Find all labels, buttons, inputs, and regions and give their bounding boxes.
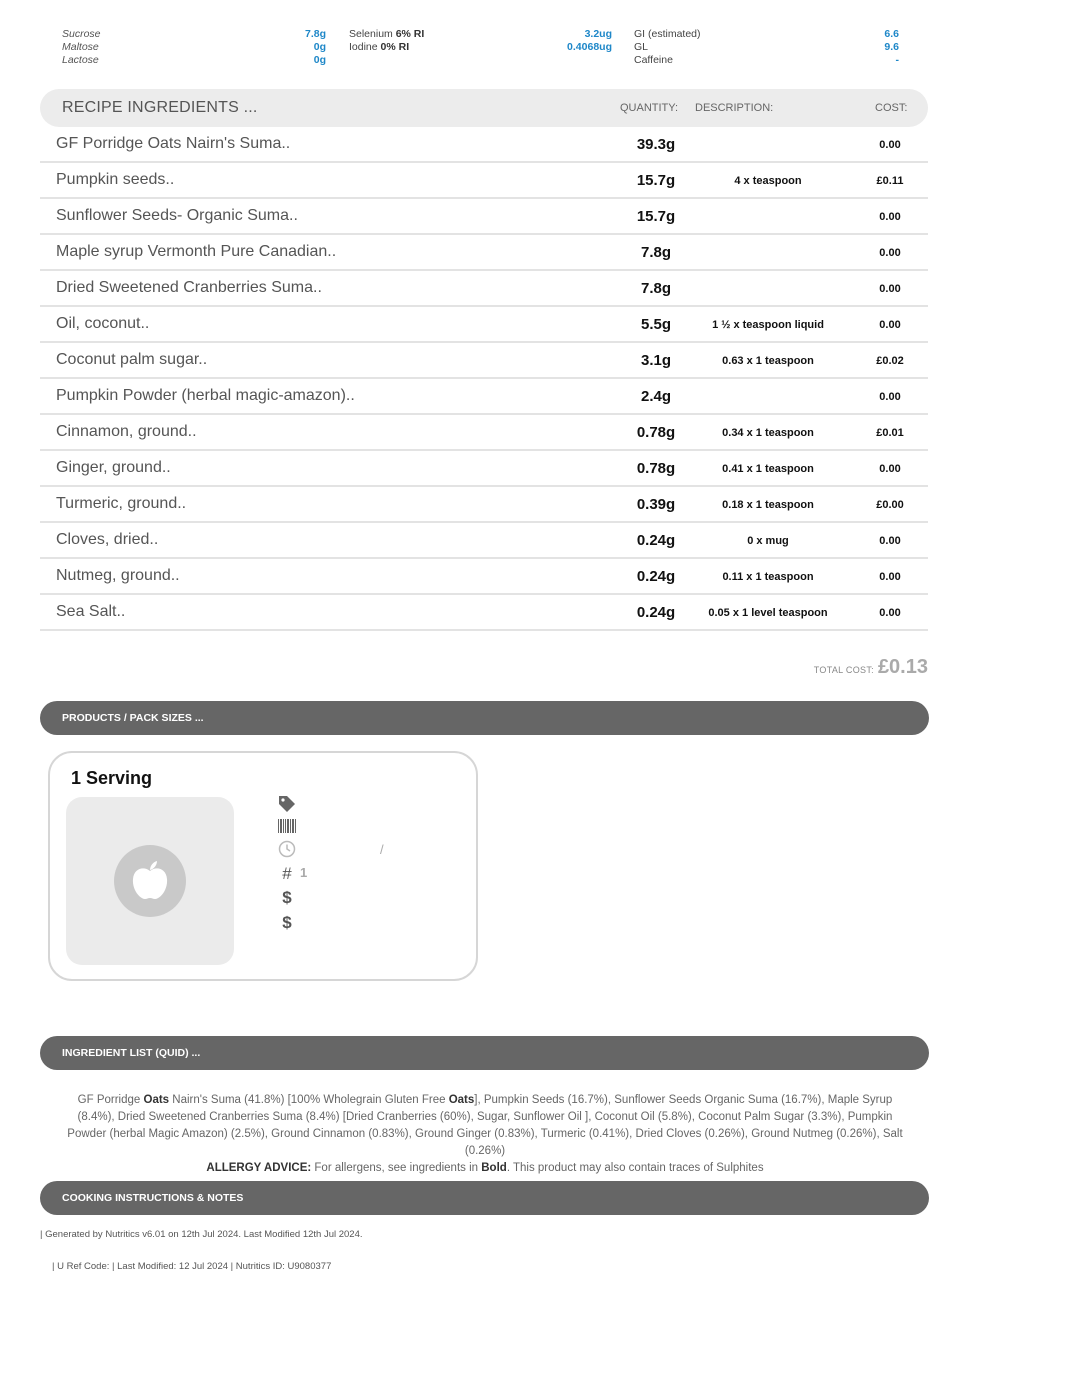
- ingredient-name: Dried Sweetened Cranberries Suma..: [56, 279, 322, 296]
- ingredient-row: [40, 199, 928, 235]
- ingredient-row: [40, 271, 928, 307]
- ingredient-name: Nutmeg, ground..: [56, 567, 180, 584]
- ingredient-name: Coconut palm sugar..: [56, 351, 208, 368]
- ingredient-description: 0.63 x 1 teaspoon: [722, 355, 814, 367]
- ingredient-description: 0.41 x 1 teaspoon: [722, 463, 814, 475]
- nutrient-ri: 6% RI: [395, 28, 425, 40]
- nutrient-label: GL: [634, 41, 649, 53]
- products-section-title: PRODUCTS / PACK SIZES ...: [62, 712, 204, 724]
- ingredient-row: [40, 127, 928, 163]
- nutrient-column-sugars: [62, 28, 326, 67]
- nutrient-value: 6.6: [884, 28, 899, 40]
- generated-footer: | Generated by Nutritics v6.01 on 12th Jul 2024. Last Modified 12th Jul 2024.: [40, 1229, 363, 1240]
- shelf-life-separator: /: [380, 842, 384, 857]
- quid-text: Nairn's Suma (41.8%) [100% Wholegrain Gluten Free: [169, 1094, 449, 1106]
- nutrient-label: Lactose: [62, 54, 99, 66]
- barcode-icon: [276, 818, 298, 836]
- products-section-header: [40, 701, 929, 735]
- ingredient-cost: £0.02: [876, 355, 904, 367]
- ingredient-description: 1 ½ x teaspoon liquid: [712, 319, 824, 331]
- reference-footer: | U Ref Code: | Last Modified: 12 Jul 2024 | Nutritics ID: U9080377: [52, 1261, 332, 1272]
- ingredient-quantity: 0.78g: [636, 460, 676, 477]
- cooking-section-title: COOKING INSTRUCTIONS & NOTES: [62, 1192, 244, 1204]
- nutrient-value: 3.2ug: [584, 28, 612, 40]
- ingredient-row: [40, 235, 928, 271]
- allergy-text: For allergens, see ingredients in: [311, 1162, 482, 1174]
- nutrient-value: 7.8g: [304, 28, 326, 40]
- ingredient-cost: 0.00: [879, 211, 901, 223]
- ingredient-quantity: 0.24g: [636, 604, 676, 621]
- nutrient-label: Sucrose: [62, 28, 101, 40]
- nutrient-label: Maltose: [62, 41, 99, 53]
- ingredient-quantity: 2.4g: [640, 388, 671, 405]
- ingredient-description: 0 x mug: [747, 535, 789, 547]
- ingredient-name: GF Porridge Oats Nairn's Suma..: [56, 135, 291, 152]
- ingredient-name: Ginger, ground..: [56, 459, 171, 476]
- ingredient-row: [40, 451, 928, 487]
- ingredient-name: Turmeric, ground..: [56, 495, 187, 512]
- recipe-ingredients-title: RECIPE INGREDIENTS ...: [62, 99, 258, 116]
- nutrient-label: Caffeine: [634, 54, 673, 66]
- allergen-word: Oats: [448, 1094, 475, 1106]
- nutrient-label: GI (estimated): [634, 28, 701, 40]
- pack-size-title: 1 Serving: [71, 768, 153, 788]
- recipe-ingredients-header: [40, 89, 928, 127]
- nutrient-value: 9.6: [884, 41, 899, 53]
- ingredient-name: Pumpkin Powder (herbal magic-amazon)..: [56, 387, 355, 404]
- ingredient-row: [40, 307, 928, 343]
- quantity-column-header: QUANTITY:: [620, 102, 679, 114]
- ingredient-cost: 0.00: [879, 607, 901, 619]
- quid-section-header: [40, 1036, 929, 1070]
- allergy-text: . This product may also contain traces of Sulphites: [506, 1162, 764, 1174]
- ingredient-row: [40, 415, 928, 451]
- ingredient-quantity: 7.8g: [640, 244, 671, 261]
- nutrient-label: [349, 28, 424, 41]
- cost-column-header: COST:: [875, 102, 908, 114]
- allergy-bold-word: Bold: [481, 1162, 507, 1174]
- nutrient-name: Selenium: [349, 28, 393, 40]
- ingredient-description: 0.11 x 1 teaspoon: [722, 571, 814, 583]
- nutrient-value: -: [895, 54, 899, 66]
- ingredient-quantity: 3.1g: [640, 352, 671, 369]
- quid-section-title: INGREDIENT LIST (QUID) ...: [62, 1047, 201, 1059]
- ingredient-description: 4 x teaspoon: [734, 175, 802, 187]
- ingredient-cost: 0.00: [879, 535, 901, 547]
- nutrient-name: Iodine: [349, 41, 378, 53]
- pack-count: 1: [300, 865, 308, 880]
- allergy-advice-label: ALLERGY ADVICE:: [206, 1162, 312, 1174]
- nutrient-column-minerals: [349, 28, 612, 54]
- ingredient-name: Maple syrup Vermonth Pure Canadian..: [56, 243, 337, 260]
- ingredient-quantity: 0.39g: [636, 496, 676, 513]
- total-cost-value: £0.13: [877, 656, 928, 678]
- ingredient-row: [40, 163, 928, 199]
- ingredient-table: [40, 127, 928, 631]
- ingredient-quantity: 39.3g: [636, 136, 676, 153]
- ingredient-cost: 0.00: [879, 247, 901, 259]
- ingredient-row: [40, 523, 928, 559]
- allergy-advice: [60, 1160, 910, 1177]
- quid-declaration: [60, 1092, 910, 1160]
- total-cost-label: TOTAL COST:: [813, 665, 874, 675]
- ingredient-cost: 0.00: [879, 319, 901, 331]
- ingredient-name: Cloves, dried..: [56, 531, 159, 548]
- ingredient-quantity: 15.7g: [636, 208, 676, 225]
- ingredient-name: Sunflower Seeds- Organic Suma..: [56, 207, 298, 224]
- allergen-word: Oats: [143, 1094, 170, 1106]
- ingredient-quantity: 5.5g: [640, 316, 671, 333]
- tag-icon: [276, 794, 298, 812]
- nutrient-ri: 0% RI: [380, 41, 410, 53]
- ingredient-quantity: 15.7g: [636, 172, 676, 189]
- pack-size-card[interactable]: [48, 751, 478, 981]
- ingredient-cost: £0.00: [876, 499, 904, 511]
- quid-text: ], Pumpkin Seeds (16.7%), Sunflower Seeds Organic Suma (16.7%), Maple Syrup (8.4%), Dried Sweetened Cranberries Suma (8.4%) [Dried Cranberries (60%), Sugar, Sunflower Oil ], Coconut Oil (5.8%), Coconut Palm Sugar (3.3%), Pumpkin Powder (herbal Magic Amazon) (2.5%), Ground Cinnamon (0.83%), Ground Ginger (0.83%), Turmeric (0.41%), Dried Cloves (0.26%), Ground Nutmeg (0.26%), Salt (0.26%): [67, 1094, 903, 1157]
- ingredient-row: [40, 559, 928, 595]
- ingredient-description: 0.05 x 1 level teaspoon: [708, 607, 828, 619]
- product-image-placeholder: [66, 797, 234, 965]
- hash-icon: #: [282, 864, 292, 883]
- ingredient-cost: 0.00: [879, 391, 901, 403]
- ingredient-list-text: [60, 1092, 910, 1177]
- ingredient-quantity: 0.24g: [636, 568, 676, 585]
- ingredient-row: [40, 343, 928, 379]
- ingredient-cost: 0.00: [879, 283, 901, 295]
- quid-text: GF Porridge: [77, 1094, 144, 1106]
- ingredient-quantity: 7.8g: [640, 280, 671, 297]
- nutrient-value: 0g: [313, 41, 326, 53]
- apple-icon: [114, 845, 186, 917]
- ingredient-quantity: 0.24g: [636, 532, 676, 549]
- ingredient-description: 0.18 x 1 teaspoon: [722, 499, 814, 511]
- cooking-section-header: [40, 1181, 929, 1215]
- dollar-icon: $: [282, 913, 292, 932]
- ingredient-name: Cinnamon, ground..: [56, 423, 197, 440]
- ingredient-cost: 0.00: [879, 463, 901, 475]
- ingredient-name: Oil, coconut..: [56, 315, 150, 332]
- ingredient-cost: 0.00: [879, 571, 901, 583]
- clock-icon: [276, 840, 298, 858]
- ingredient-row: [40, 595, 928, 631]
- ingredient-quantity: 0.78g: [636, 424, 676, 441]
- ingredient-cost: 0.00: [879, 139, 901, 151]
- total-cost: [814, 656, 928, 679]
- nutrient-value: 0.4068ug: [567, 41, 612, 53]
- ingredient-description: 0.34 x 1 teaspoon: [722, 427, 814, 439]
- nutrient-value: 0g: [313, 54, 326, 66]
- ingredient-cost: £0.11: [876, 175, 904, 187]
- dollar-icon: $: [282, 888, 292, 907]
- nutrient-label: [349, 41, 409, 54]
- ingredient-row: [40, 379, 928, 415]
- ingredient-name: Sea Salt..: [56, 603, 126, 620]
- nutrient-column-glycemic: [634, 28, 899, 67]
- ingredient-cost: £0.01: [876, 427, 904, 439]
- ingredient-row: [40, 487, 928, 523]
- ingredient-name: Pumpkin seeds..: [56, 171, 175, 188]
- description-column-header: DESCRIPTION:: [695, 102, 774, 114]
